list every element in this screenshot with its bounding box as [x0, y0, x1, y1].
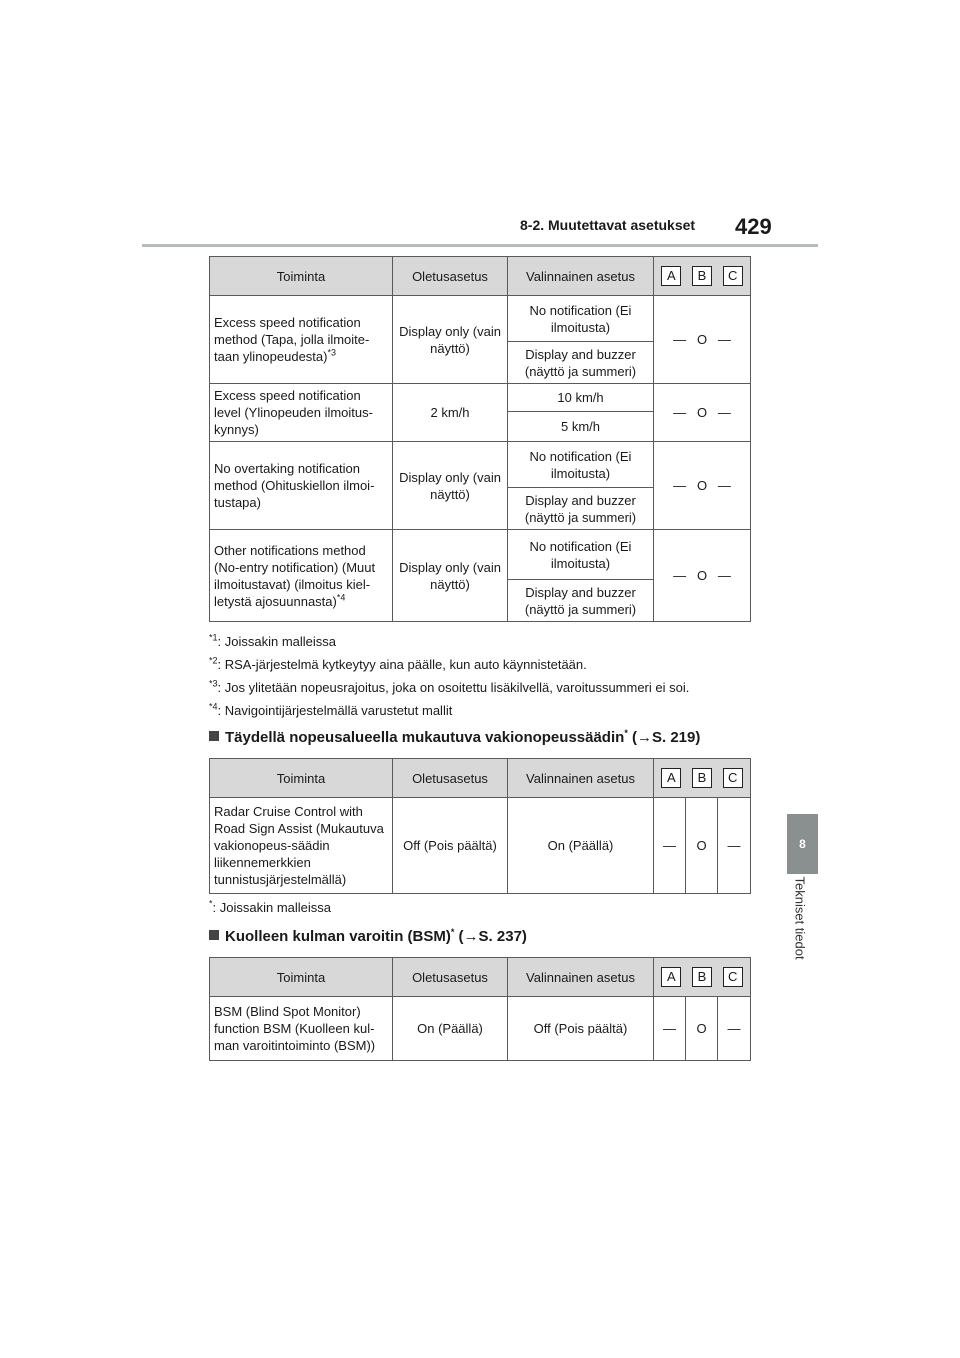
settings-table-bsm — [209, 957, 751, 1061]
table-row — [210, 384, 751, 412]
default-cell: Display only (vain näyttö) — [393, 296, 508, 384]
option-cell: Off (Pois päältä) — [508, 997, 654, 1061]
option-cell: 5 km/h — [508, 412, 654, 442]
header-default: Oletusasetus — [393, 257, 508, 296]
section-heading-cruise-control: Täydellä nopeusalueella mukautuva vakionopeussäädin* (→S. 219) — [209, 729, 700, 746]
abc-cell: — O — — [654, 442, 751, 530]
b-cell: O — [686, 798, 718, 894]
page-reference-link[interactable]: (→S. 219) — [632, 729, 701, 746]
default-cell: Display only (vain näyttö) — [393, 530, 508, 622]
chapter-side-label — [789, 876, 811, 990]
option-cell: No notification (Ei ilmoitusta) — [508, 442, 654, 488]
table-row — [210, 798, 751, 894]
a-cell: — — [654, 997, 686, 1061]
letter-a: A — [661, 967, 681, 987]
table-row — [210, 296, 751, 342]
option-cell: No notification (Ei ilmoitusta) — [508, 296, 654, 342]
header-function: Toiminta — [210, 958, 393, 997]
letter-b: B — [692, 967, 712, 987]
c-cell: — — [718, 798, 751, 894]
abc-cell: — O — — [654, 530, 751, 622]
header-default: Oletusasetus — [393, 759, 508, 798]
header-function: Toiminta — [210, 759, 393, 798]
table-row — [210, 530, 751, 580]
function-cell: No overtaking notification method (Ohituskiellon ilmoi-tustapa) — [210, 442, 393, 530]
section-heading-bsm: Kuolleen kulman varoitin (BSM)* (→S. 237) — [209, 928, 527, 945]
function-cell: BSM (Blind Spot Monitor) function BSM (Kuolleen kul-man varoitintoiminto (BSM)) — [210, 997, 393, 1061]
abc-cell: — O — — [654, 296, 751, 384]
option-cell: Display and buzzer (näyttö ja summeri) — [508, 488, 654, 530]
function-cell: Excess speed notification level (Ylinopeuden ilmoitus-kynnys) — [210, 384, 393, 442]
option-cell: On (Päällä) — [508, 798, 654, 894]
page-reference-link[interactable]: (→S. 237) — [458, 928, 527, 945]
option-cell: No notification (Ei ilmoitusta) — [508, 530, 654, 580]
chapter-label-text: Tekniset tiedot — [792, 876, 808, 960]
footnotes — [209, 630, 689, 722]
b-cell: O — [686, 997, 718, 1061]
header-divider — [142, 244, 818, 247]
default-cell: Off (Pois päältä) — [393, 798, 508, 894]
default-cell: On (Päällä) — [393, 997, 508, 1061]
a-cell: — — [654, 798, 686, 894]
header-optional: Valinnainen asetus — [508, 958, 654, 997]
letter-c: C — [723, 768, 743, 788]
header-default: Oletusasetus — [393, 958, 508, 997]
header-function: Toiminta — [210, 257, 393, 296]
footnote-3: $^{*3}$: Jos ylitetään nopeusrajoitus, joka on osoitettu lisäkilvellä, varoitussummeri ei soi. — [209, 678, 690, 695]
default-cell: 2 km/h — [393, 384, 508, 442]
c-cell: — — [718, 997, 751, 1061]
header-optional: Valinnainen asetus — [508, 257, 654, 296]
function-cell: Excess speed notification method (Tapa, jolla ilmoite-taan ylinopeudesta)$^{*3}$ — [210, 296, 393, 384]
square-bullet-icon — [209, 930, 219, 940]
table-row — [210, 442, 751, 488]
table-header-row — [210, 759, 751, 798]
letter-c: C — [723, 266, 743, 286]
footnote-4: $^{*4}$: Navigointijärjestelmällä varustetut mallit — [209, 701, 453, 718]
option-cell: Display and buzzer (näyttö ja summeri) — [508, 342, 654, 384]
chapter-number: 8 — [799, 837, 806, 851]
table-row — [210, 997, 751, 1061]
square-bullet-icon — [209, 731, 219, 741]
letter-b: B — [692, 768, 712, 788]
header-optional: Valinnainen asetus — [508, 759, 654, 798]
table-header-row — [210, 958, 751, 997]
function-cell: Radar Cruise Control with Road Sign Assist (Mukautuva vakionopeus-säädin liikennemerkkien tunnistusjärjestelmällä) — [210, 798, 393, 894]
section-header: 8-2. Muutettavat asetukset — [520, 217, 696, 233]
function-cell: Other notifications method (No-entry notification) (Muut ilmoitustavat) (ilmoitus kiel-letystä ajosuunnasta)$^{*4}$ — [210, 530, 393, 622]
option-cell: Display and buzzer (näyttö ja summeri) — [508, 580, 654, 622]
footnote-1: $^{*1}$: Joissakin malleissa — [209, 632, 337, 649]
settings-table-rsa — [209, 256, 751, 622]
settings-table-cruise-control — [209, 758, 751, 894]
abc-cell: — O — — [654, 384, 751, 442]
option-cell: 10 km/h — [508, 384, 654, 412]
letter-c: C — [723, 967, 743, 987]
letter-a: A — [661, 266, 681, 286]
letter-b: B — [692, 266, 712, 286]
page-number: 429 — [735, 214, 772, 239]
footnote-cruise-control: *: Joissakin malleissa — [209, 898, 332, 915]
header-letters — [654, 759, 751, 798]
header-letters — [654, 257, 751, 296]
footnote-2: $^{*2}$: RSA-järjestelmä kytkeytyy aina päälle, kun auto käynnistetään. — [209, 655, 587, 672]
default-cell: Display only (vain näyttö) — [393, 442, 508, 530]
table-header-row — [210, 257, 751, 296]
letter-a: A — [661, 768, 681, 788]
chapter-tab[interactable] — [787, 814, 818, 874]
header-letters — [654, 958, 751, 997]
